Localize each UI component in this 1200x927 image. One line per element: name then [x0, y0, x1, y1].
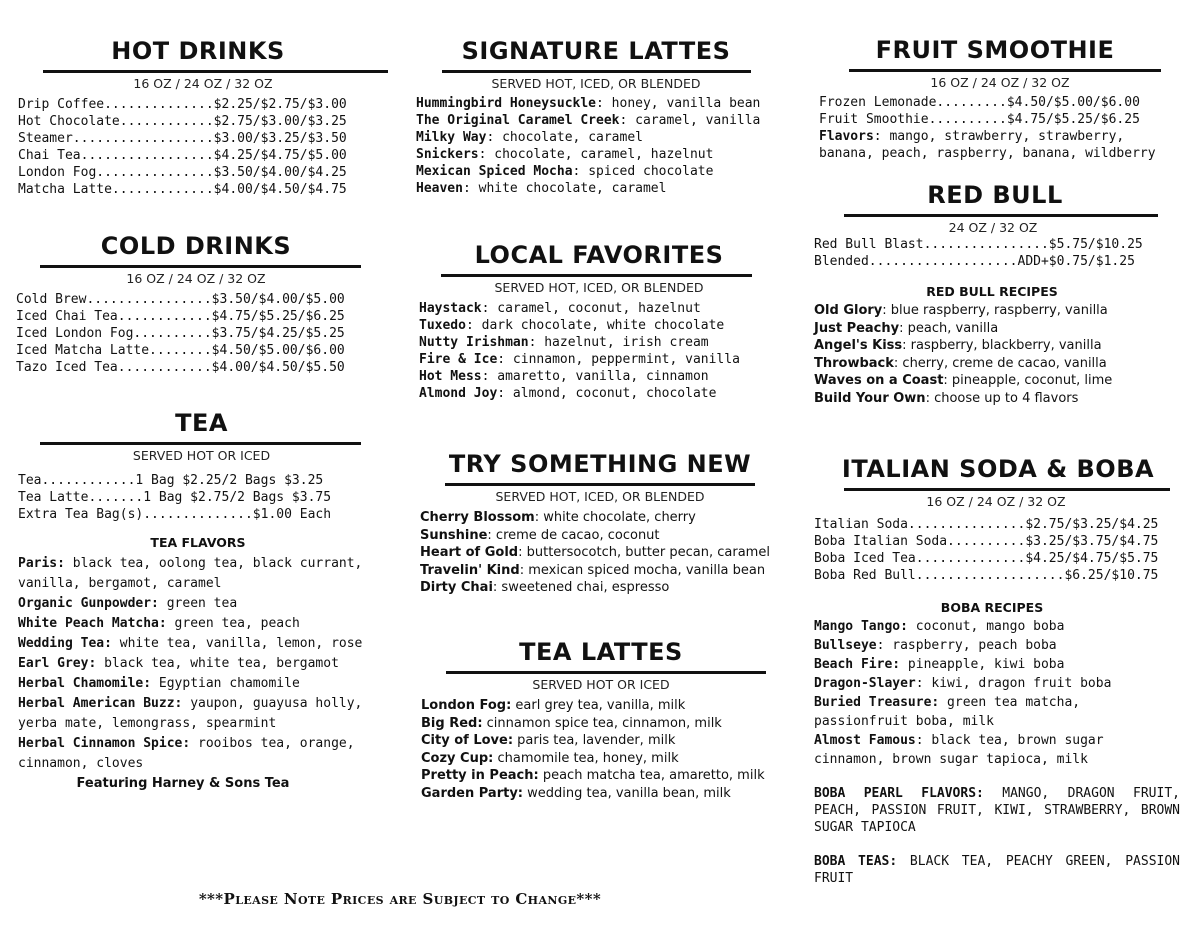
hot-drinks-sizes: 16 OZ / 24 OZ / 32 OZ — [133, 76, 273, 91]
recipe-desc: : spiced chocolate — [572, 164, 714, 179]
italian-soda-list — [814, 516, 1180, 584]
recipe-item — [416, 95, 786, 112]
recipe-desc: : almond, coconut, chocolate — [497, 386, 717, 401]
recipe-name: Garden Party: — [421, 785, 524, 801]
recipe-desc: : white chocolate, cherry — [534, 510, 696, 525]
recipe-name: Mexican Spiced Mocha — [416, 164, 573, 179]
recipe-name: Fire & Ice — [419, 352, 498, 367]
local-favorites-served: SERVED HOT, ICED, OR BLENDED — [494, 280, 704, 295]
recipe-name: Snickers — [416, 147, 479, 162]
recipe-name: Travelin' Kind — [420, 562, 520, 578]
recipe-item — [814, 372, 1180, 390]
price-line: Red Bull Blast................$5.75/$10.25 — [814, 237, 1143, 252]
recipe-name: Pretty in Peach: — [421, 768, 539, 783]
tea-featuring: Featuring Harney & Sons Tea — [76, 776, 290, 791]
recipe-name: Heaven — [416, 181, 463, 196]
recipe-desc: black tea, oolong tea, black currant, vanilla, bergamot, caramel — [18, 556, 363, 591]
recipe-name: Beach Fire: — [814, 657, 901, 672]
recipe-name: Hot Mess — [419, 369, 482, 384]
tea-flavors-list — [18, 554, 388, 774]
recipe-desc: : amaretto, vanilla, cinnamon — [481, 369, 709, 384]
recipe-desc: : caramel, coconut, hazelnut — [481, 301, 701, 316]
hot-drinks-section — [18, 36, 388, 198]
recipe-desc: : blue raspberry, raspberry, vanilla — [882, 303, 1108, 318]
recipe-item — [421, 697, 791, 715]
price-line: Iced Matcha Latte........$4.50/$5.00/$6.00 — [16, 343, 345, 358]
recipe-desc: : cherry, creme de cacao, vanilla — [893, 355, 1107, 371]
recipe-desc: green tea, peach — [166, 616, 300, 631]
recipe-item — [18, 554, 388, 594]
recipe-item — [419, 368, 789, 385]
price-line: Cold Brew................$3.50/$4.00/$5.00 — [16, 292, 345, 307]
recipe-desc: : caramel, vanilla — [619, 113, 761, 128]
recipe-name: Buried Treasure: — [814, 695, 940, 710]
recipe-name: Nutty Irishman — [419, 335, 529, 350]
boba-teas-label: BOBA TEAS: — [814, 854, 898, 869]
price-line: Iced London Fog..........$3.75/$4.25/$5.25 — [16, 326, 345, 341]
recipe-name: Throwback — [814, 355, 894, 371]
italian-soda-rule — [844, 488, 1170, 491]
recipe-desc: : hazelnut, irish cream — [528, 335, 709, 350]
recipe-desc: : black tea, brown sugar cinnamon, brown sugar tapioca, milk — [814, 733, 1104, 767]
recipe-name: City of Love: — [421, 733, 514, 748]
tea-served: SERVED HOT OR ICED — [132, 448, 271, 463]
recipe-name: London Fog: — [421, 698, 512, 713]
recipe-name: Bullseye — [814, 638, 877, 653]
local-favorites-rule — [441, 274, 752, 277]
recipe-desc: black tea, white tea, bergamot — [96, 656, 339, 671]
boba-pearl-label: BOBA PEARL FLAVORS: — [814, 786, 984, 801]
price-line: Tea............1 Bag $2.25/2 Bags $3.25 — [18, 473, 324, 488]
fruit-smoothie-flavors — [819, 128, 1181, 162]
cold-drinks-rule — [40, 265, 361, 268]
red-bull-rule — [844, 214, 1158, 217]
recipe-item — [421, 785, 791, 803]
hot-drinks-list — [18, 96, 388, 198]
recipe-item — [814, 355, 1180, 373]
price-line: Matcha Latte.............$4.00/$4.50/$4.75 — [18, 182, 347, 197]
red-bull-section — [814, 180, 1180, 407]
price-line: London Fog...............$3.50/$4.00/$4.25 — [18, 165, 347, 180]
recipe-desc: : white chocolate, caramel — [462, 181, 667, 196]
local-favorites-title: LOCAL FAVORITES — [474, 241, 724, 269]
recipe-item — [814, 731, 1180, 769]
price-line: Chai Tea.................$4.25/$4.75/$5.00 — [18, 148, 347, 163]
try-something-new-list — [420, 509, 790, 597]
fruit-smoothie-list — [819, 94, 1181, 128]
tea-price-list — [18, 472, 388, 523]
fruit-smoothie-rule — [849, 69, 1161, 72]
tea-lattes-section — [421, 637, 791, 802]
price-line: Drip Coffee..............$2.25/$2.75/$3.00 — [18, 97, 347, 112]
try-something-new-served: SERVED HOT, ICED, OR BLENDED — [495, 489, 705, 504]
recipe-item — [18, 594, 388, 614]
price-line: Tazo Iced Tea............$4.00/$4.50/$5.50 — [16, 360, 345, 375]
recipe-name: Earl Grey: — [18, 656, 97, 671]
red-bull-sizes: 24 OZ / 32 OZ — [948, 220, 1038, 235]
recipe-name: Tuxedo — [419, 318, 466, 333]
signature-lattes-section — [416, 36, 786, 197]
hot-drinks-rule — [43, 70, 388, 73]
recipe-name: Milky Way — [416, 130, 487, 145]
recipe-desc: : mexican spiced mocha, vanilla bean — [519, 562, 766, 578]
hot-drinks-title: HOT DRINKS — [111, 37, 285, 65]
recipe-desc: : chocolate, caramel — [486, 130, 643, 145]
recipe-desc: : pineapple, coconut, lime — [943, 373, 1113, 388]
try-something-new-title: TRY SOMETHING NEW — [448, 450, 752, 478]
recipe-desc: : buttersocotch, butter pecan, caramel — [518, 545, 770, 560]
recipe-desc: : chocolate, caramel, hazelnut — [478, 147, 714, 162]
recipe-item — [419, 300, 789, 317]
recipe-desc: : raspberry, peach boba — [876, 638, 1057, 653]
recipe-desc: wedding tea, vanilla bean, milk — [523, 785, 731, 801]
red-bull-list — [814, 236, 1180, 270]
cold-drinks-sizes: 16 OZ / 24 OZ / 32 OZ — [126, 271, 266, 286]
boba-pearl-flavors — [814, 785, 1180, 836]
recipe-item — [420, 509, 790, 527]
recipe-name: Almond Joy — [419, 386, 498, 401]
recipe-item — [416, 112, 786, 129]
recipe-desc: peach matcha tea, amaretto, milk — [538, 768, 765, 783]
recipe-desc: : creme de cacao, coconut — [487, 527, 660, 543]
recipe-desc: white tea, vanilla, lemon, rose — [111, 636, 363, 651]
red-bull-recipes-title: RED BULL RECIPES — [926, 284, 1058, 299]
recipe-item — [18, 634, 388, 654]
price-line: Italian Soda...............$2.75/$3.25/$4.25 — [814, 517, 1159, 532]
recipe-item — [420, 544, 790, 562]
tea-lattes-title: TEA LATTES — [519, 638, 683, 666]
local-favorites-section — [419, 240, 789, 402]
recipe-item — [421, 767, 791, 785]
recipe-name: Dragon-Slayer — [814, 676, 916, 691]
price-line: Boba Iced Tea..............$4.25/$4.75/$5.75 — [814, 551, 1159, 566]
recipe-desc: pineapple, kiwi boba — [900, 657, 1065, 672]
recipe-item — [421, 715, 791, 733]
recipe-item — [416, 163, 786, 180]
recipe-item — [421, 732, 791, 750]
fruit-smoothie-section — [819, 35, 1181, 162]
recipe-item — [814, 617, 1180, 636]
recipe-desc: : peach, vanilla — [899, 320, 999, 336]
recipe-item — [416, 146, 786, 163]
recipe-name: Sunshine — [420, 527, 488, 543]
price-line: Tea Latte.......1 Bag $2.75/2 Bags $3.75 — [18, 490, 332, 505]
tea-lattes-served: SERVED HOT OR ICED — [532, 677, 670, 692]
recipe-desc: : kiwi, dragon fruit boba — [915, 676, 1112, 691]
recipe-item — [18, 734, 388, 774]
boba-teas-text: BLACK TEA, PEACHY GREEN, PASSION FRUIT — [814, 854, 1180, 886]
recipe-item — [814, 320, 1180, 338]
recipe-name: Waves on a Coast — [814, 373, 944, 388]
recipe-desc: coconut, mango boba — [907, 619, 1065, 634]
tea-lattes-rule — [446, 671, 766, 674]
recipe-item — [419, 317, 789, 334]
local-favorites-list — [419, 300, 789, 402]
recipe-desc: : honey, vanilla bean — [596, 96, 761, 111]
signature-lattes-title: SIGNATURE LATTES — [461, 37, 731, 65]
recipe-item — [814, 674, 1180, 693]
recipe-name: Build Your Own — [814, 390, 926, 406]
recipe-item — [416, 180, 786, 197]
signature-lattes-rule — [442, 70, 751, 73]
price-note: ***Please Note Prices are Subject to Change*** — [198, 890, 602, 908]
fruit-smoothie-flavors-label: Flavors — [819, 129, 874, 144]
recipe-name: Heart of Gold — [420, 545, 519, 560]
recipe-desc: : raspberry, blackberry, vanilla — [902, 338, 1102, 353]
recipe-name: White Peach Matcha: — [18, 616, 167, 631]
tea-title: TEA — [175, 409, 228, 437]
boba-recipes-title: BOBA RECIPES — [940, 600, 1044, 615]
recipe-name: Paris: — [18, 556, 65, 571]
signature-lattes-served: SERVED HOT, ICED, OR BLENDED — [491, 76, 701, 91]
recipe-desc: Egyptian chamomile — [151, 676, 300, 691]
tea-flavors-title: TEA FLAVORS — [150, 535, 246, 550]
recipe-name: The Original Caramel Creek — [416, 113, 620, 128]
price-line: Extra Tea Bag(s)..............$1.00 Each — [18, 507, 332, 522]
recipe-name: Cozy Cup: — [421, 750, 494, 766]
price-line: Blended...................ADD+$0.75/$1.25 — [814, 254, 1135, 269]
recipe-item — [18, 614, 388, 634]
fruit-smoothie-sizes: 16 OZ / 24 OZ / 32 OZ — [930, 75, 1070, 90]
recipe-desc: paris tea, lavender, milk — [513, 733, 676, 748]
price-line: Boba Red Bull...................$6.25/$10.75 — [814, 568, 1159, 583]
price-line: Steamer..................$3.00/$3.25/$3.50 — [18, 131, 347, 146]
recipe-item — [420, 579, 790, 597]
recipe-item — [421, 750, 791, 768]
recipe-desc: cinnamon spice tea, cinnamon, milk — [482, 715, 722, 731]
recipe-item — [419, 385, 789, 402]
try-something-new-rule — [445, 483, 755, 486]
recipe-name: Organic Gunpowder: — [18, 596, 159, 611]
recipe-desc: earl grey tea, vanilla, milk — [511, 698, 686, 713]
recipe-item — [814, 693, 1180, 731]
recipe-desc: green tea matcha, passionfruit boba, milk — [814, 695, 1081, 729]
red-bull-title: RED BULL — [927, 181, 1063, 209]
try-something-new-section — [420, 449, 790, 597]
recipe-desc: green tea — [158, 596, 238, 611]
tea-rule — [40, 442, 361, 445]
recipe-name: Wedding Tea: — [18, 636, 112, 651]
italian-soda-title: ITALIAN SODA & BOBA — [841, 455, 1155, 483]
recipe-item — [419, 334, 789, 351]
recipe-name: Herbal Cinnamon Spice: — [18, 736, 191, 751]
recipe-item — [420, 527, 790, 545]
recipe-name: Herbal American Buzz: — [18, 696, 183, 711]
recipe-name: Hummingbird Honeysuckle — [416, 96, 597, 111]
fruit-smoothie-title: FRUIT SMOOTHIE — [875, 36, 1115, 64]
recipe-desc: rooibos tea, orange, cinnamon, cloves — [18, 736, 355, 771]
recipe-item — [416, 129, 786, 146]
recipe-item — [18, 654, 388, 674]
recipe-desc: : choose up to 4 flavors — [925, 390, 1079, 406]
recipe-name: Haystack — [419, 301, 482, 316]
price-line: Hot Chocolate............$2.75/$3.00/$3.25 — [18, 114, 347, 129]
boba-pearl-text: MANGO, DRAGON FRUIT, PEACH, PASSION FRUIT, KIWI, STRAWBERRY, BROWN SUGAR TAPIOCA — [814, 786, 1180, 835]
recipe-item — [419, 351, 789, 368]
price-line: Fruit Smoothie..........$4.75/$5.25/$6.25 — [819, 112, 1140, 127]
italian-soda-sizes: 16 OZ / 24 OZ / 32 OZ — [926, 494, 1066, 509]
recipe-desc: : cinnamon, peppermint, vanilla — [497, 352, 740, 367]
signature-lattes-list — [416, 95, 786, 197]
recipe-name: Mango Tango: — [814, 619, 908, 634]
recipe-item — [814, 302, 1180, 320]
recipe-name: Angel's Kiss — [814, 338, 903, 353]
price-line: Frozen Lemonade.........$4.50/$5.00/$6.00 — [819, 95, 1140, 110]
recipe-item — [420, 562, 790, 580]
recipe-name: Almost Famous — [814, 733, 916, 748]
cold-drinks-title: COLD DRINKS — [100, 232, 292, 260]
cold-drinks-list — [16, 291, 386, 376]
recipe-name: Herbal Chamomile: — [18, 676, 152, 691]
recipe-item — [814, 390, 1180, 408]
recipe-desc: : dark chocolate, white chocolate — [465, 318, 725, 333]
recipe-desc: yaupon, guayusa holly, yerba mate, lemongrass, spearmint — [18, 696, 363, 731]
boba-recipes-list — [814, 617, 1180, 769]
recipe-name: Just Peachy — [814, 320, 900, 336]
red-bull-recipes-list — [814, 302, 1180, 407]
recipe-item — [18, 694, 388, 734]
recipe-name: Big Red: — [421, 715, 483, 731]
price-line: Boba Italian Soda..........$3.25/$3.75/$4.75 — [814, 534, 1159, 549]
price-line: Iced Chai Tea............$4.75/$5.25/$6.25 — [16, 309, 345, 324]
recipe-desc: chamomile tea, honey, milk — [493, 750, 679, 766]
recipe-desc: : sweetened chai, espresso — [492, 580, 670, 595]
recipe-item — [814, 655, 1180, 674]
recipe-item — [18, 674, 388, 694]
recipe-name: Dirty Chai — [420, 580, 493, 595]
recipe-name: Cherry Blossom — [420, 510, 535, 525]
recipe-name: Old Glory — [814, 303, 883, 318]
recipe-item — [814, 337, 1180, 355]
tea-section — [18, 408, 388, 791]
italian-soda-section — [814, 454, 1180, 887]
cold-drinks-section — [16, 231, 386, 376]
boba-teas — [814, 853, 1180, 887]
recipe-item — [814, 636, 1180, 655]
tea-lattes-list — [421, 697, 791, 802]
fruit-smoothie-flavors-text: : mango, strawberry, strawberry, banana, peach, raspberry, banana, wildberry — [819, 129, 1156, 161]
